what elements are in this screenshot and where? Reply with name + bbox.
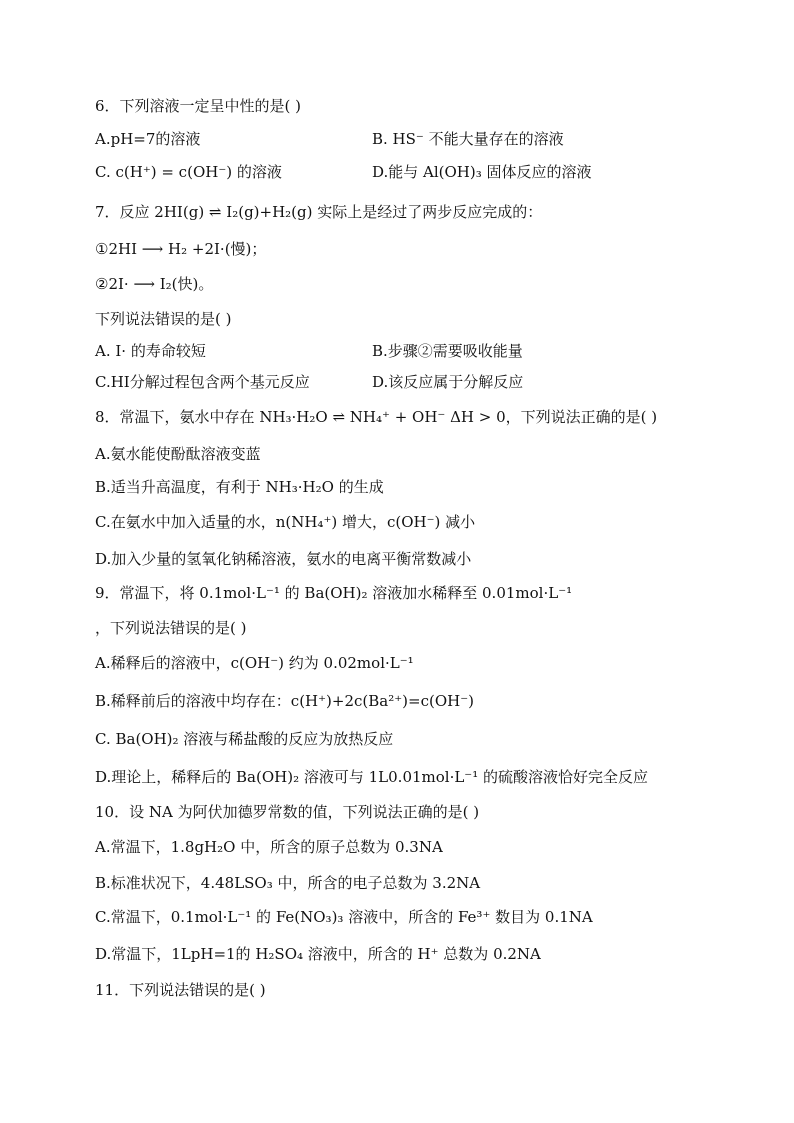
q7-step-1: ①2HI ⟶ H₂ +2I·(慢)； [95,240,267,258]
q9-option-c: C. Ba(OH)₂ 溶液与稀盐酸的反应为放热反应 [95,730,394,748]
q6-option-c: C. c(H⁺) = c(OH⁻) 的溶液 [95,163,282,181]
q9-option-d: D.理论上，稀释后的 Ba(OH)₂ 溶液可与 1L0.01mol·L⁻¹ 的硫酸溶液恰好完全反应 [95,768,649,786]
q8-option-a: A.氨水能使酚酞溶液变蓝 [95,445,261,463]
q7-option-c: C.HI分解过程包含两个基元反应 [95,373,310,391]
q8-option-d: D.加入少量的氢氧化钠稀溶液，氨水的电离平衡常数减小 [95,550,472,568]
q10-option-d: D.常温下，1LpH=1的 H₂SO₄ 溶液中，所含的 H⁺ 总数为 0.2NA [95,945,541,963]
q6-option-b: B. HS⁻ 不能大量存在的溶液 [372,130,564,148]
q8-stem: 8．常温下，氨水中存在 NH₃·H₂O ⇌ NH₄⁺ + OH⁻ ΔH > 0，下列说法正确的是( ) [95,408,658,426]
q9-stem: 9．常温下，将 0.1mol·L⁻¹ 的 Ba(OH)₂ 溶液加水稀释至 0.01mol·L⁻¹ [95,584,573,602]
q7-option-a: A. I· 的寿命较短 [95,342,206,360]
q7-step-2: ②2I· ⟶ I₂(快)。 [95,275,214,293]
q7-option-d: D.该反应属于分解反应 [372,373,524,391]
q11-stem: 11．下列说法错误的是( ) [95,981,266,999]
q6-stem: 6．下列溶液一定呈中性的是( ) [95,97,302,115]
q10-option-b: B.标准状况下，4.48LSO₃ 中，所含的电子总数为 3.2NA [95,874,481,892]
q7-question: 下列说法错误的是( ) [95,310,232,328]
q10-option-a: A.常温下，1.8gH₂O 中，所含的原子总数为 0.3NA [95,838,443,856]
q10-stem: 10．设 NA 为阿伏加德罗常数的值，下列说法正确的是( ) [95,803,480,821]
q8-option-b: B.适当升高温度，有利于 NH₃·H₂O 的生成 [95,478,384,496]
q6-option-d: D.能与 Al(OH)₃ 固体反应的溶液 [372,163,592,181]
q9-stem-cont: ，下列说法错误的是( ) [95,619,247,637]
q8-option-c: C.在氨水中加入适量的水，n(NH₄⁺) 增大，c(OH⁻) 减小 [95,513,476,531]
q7-stem: 7．反应 2HI(g) ⇌ I₂(g)+H₂(g) 实际上是经过了两步反应完成的： [95,203,543,221]
q10-option-c: C.常温下，0.1mol·L⁻¹ 的 Fe(NO₃)₃ 溶液中，所含的 Fe³⁺ 数目为 0.1NA [95,908,593,926]
q7-option-b: B.步骤②需要吸收能量 [372,342,523,360]
q6-option-a: A.pH=7的溶液 [95,130,201,148]
q9-option-a: A.稀释后的溶液中，c(OH⁻) 约为 0.02mol·L⁻¹ [95,654,414,672]
q9-option-b: B.稀释前后的溶液中均存在：c(H⁺)+2c(Ba²⁺)=c(OH⁻) [95,692,474,710]
